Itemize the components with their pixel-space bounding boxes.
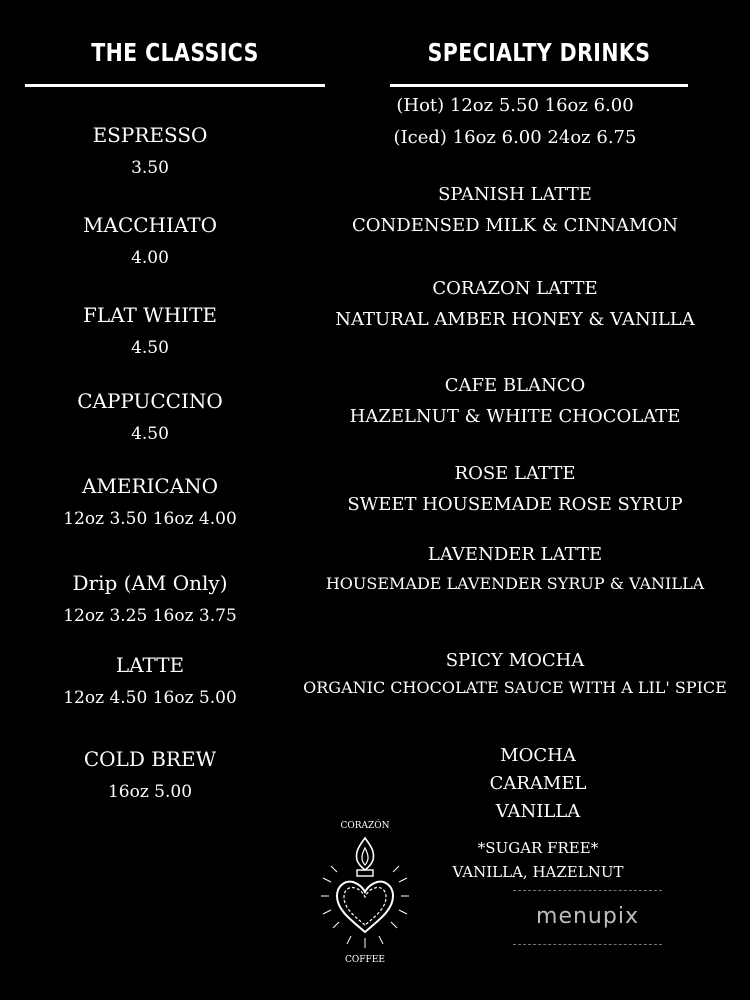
sacred-heart-icon (321, 838, 409, 948)
watermark-line (513, 890, 662, 891)
specialty-item-cafe-blanco (290, 373, 740, 431)
item-name: ESPRESSO (92, 123, 208, 147)
watermark-text: menupix (536, 904, 639, 929)
item-price: 12oz 4.50 16oz 5.00 (63, 688, 237, 708)
item-name: COLD BREW (83, 747, 217, 771)
item-name: AMERICANO (81, 474, 219, 498)
classic-item-cold-brew (0, 744, 300, 806)
sugar-free-flavors: VANILLA, HAZELNUT (452, 863, 624, 881)
item-name: SPANISH LATTE (438, 184, 592, 205)
specialty-sizes (290, 90, 740, 154)
item-price: 4.50 (131, 338, 169, 358)
classic-item-macchiato (0, 210, 300, 272)
item-name: CAPPUCCINO (77, 389, 223, 413)
logo-bottom-text: COFFEE (345, 955, 385, 965)
syrup-item: CARAMEL (489, 773, 587, 794)
classics-heading: THE CLASSICS (91, 38, 259, 67)
classic-item-cappuccino (0, 386, 300, 448)
item-price: 12oz 3.25 16oz 3.75 (63, 606, 237, 626)
specialty-divider (390, 84, 688, 87)
item-name: LAVENDER LATTE (427, 544, 603, 565)
specialty-item-spanish-latte (290, 182, 740, 240)
item-name: CORAZON LATTE (432, 278, 598, 299)
classic-item-americano (0, 471, 300, 533)
item-price: 3.50 (131, 158, 169, 178)
item-description: CONDENSED MILK & CINNAMON (352, 215, 678, 236)
item-price: 4.50 (131, 424, 169, 444)
hot-sizes: (Hot) 12oz 5.50 16oz 6.00 (396, 95, 634, 116)
item-name: Drip (AM Only) (72, 571, 228, 595)
sugar-free-section (388, 836, 688, 884)
item-description: ORGANIC CHOCOLATE SAUCE WITH A LIL' SPICE (303, 678, 727, 697)
classic-item-espresso (0, 120, 300, 182)
item-price: 4.00 (131, 248, 169, 268)
item-name: FLAT WHITE (82, 303, 218, 327)
classic-item-flat-white (0, 300, 300, 362)
specialty-item-lavender-latte (290, 542, 740, 598)
logo-top-text: CORAZÓN (340, 821, 390, 831)
watermark-line (513, 944, 662, 945)
item-name: MACCHIATO (83, 213, 217, 237)
sugar-free-label: *SUGAR FREE* (477, 839, 599, 857)
classic-item-drip (0, 568, 300, 630)
classics-divider (25, 84, 325, 87)
item-name: CAFE BLANCO (444, 375, 586, 396)
item-price: 12oz 3.50 16oz 4.00 (63, 509, 237, 529)
item-name: SPICY MOCHA (445, 650, 585, 671)
item-price: 16oz 5.00 (107, 782, 193, 802)
specialty-heading: SPECIALTY DRINKS (427, 38, 651, 67)
specialty-item-rose-latte (290, 461, 740, 519)
syrup-item: MOCHA (500, 745, 576, 766)
specialty-item-spicy-mocha (290, 648, 740, 702)
item-name: LATTE (115, 653, 185, 677)
corazon-logo (315, 812, 415, 972)
syrup-list (388, 742, 688, 826)
menupix-watermark (505, 888, 670, 948)
item-description: SWEET HOUSEMADE ROSE SYRUP (347, 494, 683, 515)
item-description: HOUSEMADE LAVENDER SYRUP & VANILLA (325, 574, 705, 593)
syrup-item: VANILLA (495, 801, 581, 822)
iced-sizes: (Iced) 16oz 6.00 24oz 6.75 (393, 127, 637, 148)
item-description: NATURAL AMBER HONEY & VANILLA (335, 309, 695, 330)
classic-item-latte (0, 650, 300, 712)
item-name: ROSE LATTE (454, 463, 576, 484)
item-description: HAZELNUT & WHITE CHOCOLATE (349, 406, 681, 427)
specialty-item-corazon-latte (290, 276, 740, 334)
